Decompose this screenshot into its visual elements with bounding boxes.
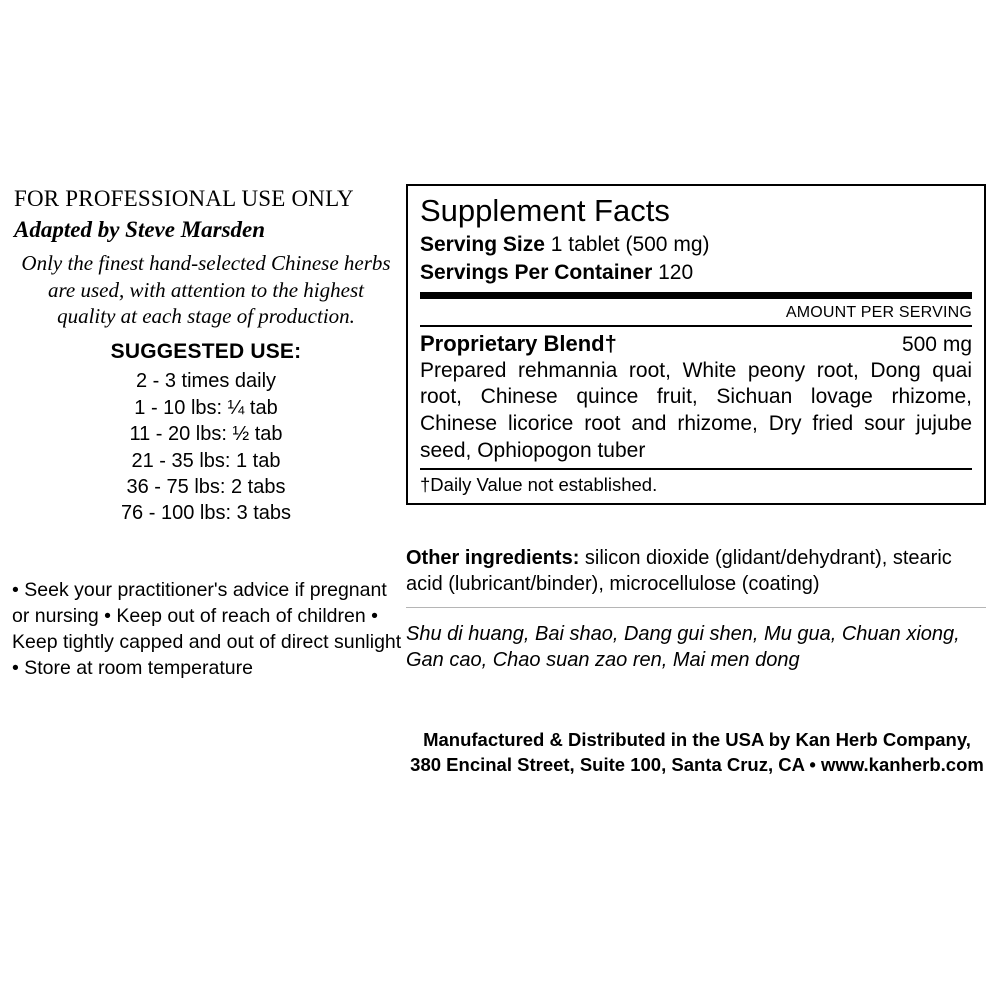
dosage-frequency: 2 - 3 times daily bbox=[135, 370, 277, 393]
proprietary-blend-amount: 500 mg bbox=[901, 332, 972, 356]
quality-statement: Only the finest hand-selected Chinese herbs are used, with attention to the highest quality at each stage of production. bbox=[21, 250, 391, 329]
proprietary-blend-row bbox=[420, 331, 972, 357]
daily-value-note: †Daily Value not established. bbox=[420, 474, 658, 496]
amount-per-serving-header: AMOUNT PER SERVING bbox=[785, 303, 972, 321]
serving-size-label: Serving Size bbox=[420, 232, 545, 256]
divider-grey bbox=[406, 607, 986, 608]
warnings-text: • Seek your practitioner's advice if pregnant or nursing • Keep out of reach of children • Keep tightly capped and out of direct sunlight • Store at room temperature bbox=[12, 579, 402, 679]
other-ingredients-block bbox=[406, 546, 988, 597]
pinyin-ingredient-names: Shu di huang, Bai shao, Dang gui shen, Mu gua, Chuan xiong, Gan cao, Chao suan zao ren, Mai men dong bbox=[406, 623, 960, 672]
dosage-row: 76 - 100 lbs: 3 tabs bbox=[120, 502, 292, 525]
dosage-row: 11 - 20 lbs: ½ tab bbox=[129, 423, 283, 446]
divider-medium-bottom bbox=[420, 468, 972, 470]
dosage-row: 1 - 10 lbs: ¼ tab bbox=[134, 396, 278, 419]
supplement-facts-panel bbox=[406, 184, 986, 505]
professional-use-heading: FOR PROFESSIONAL USE ONLY bbox=[14, 186, 354, 211]
adapted-by-line: Adapted by Steve Marsden bbox=[14, 217, 266, 243]
divider-thick-top bbox=[420, 292, 972, 299]
divider-medium bbox=[420, 325, 972, 327]
manufacturer-line-2: 380 Encinal Street, Suite 100, Santa Cruz, CA • www.kanherb.com bbox=[410, 753, 984, 775]
manufacturer-info bbox=[406, 728, 988, 778]
manufacturer-line-1: Manufactured & Distributed in the USA by Kan Herb Company, bbox=[423, 729, 971, 750]
suggested-use-heading: SUGGESTED USE: bbox=[110, 340, 302, 364]
blend-ingredients-list: Prepared rehmannia root, White peony root, Dong quai root, Chinese quince fruit, Sichuan lovage rhizome, Chinese licorice root and rhizome, Dry fried sour jujube seed, Ophiopogon tuber bbox=[420, 358, 972, 463]
dosage-row: 21 - 35 lbs: 1 tab bbox=[131, 449, 281, 472]
servings-per-container-row bbox=[420, 259, 972, 287]
serving-size-row bbox=[420, 231, 972, 259]
supplement-facts-title: Supplement Facts bbox=[420, 193, 670, 228]
serving-size-value: 1 tablet (500 mg) bbox=[550, 232, 710, 256]
other-ingredients-text: silicon dioxide (glidant/dehydrant), stearic acid (lubricant/binder), microcellulose (coating) bbox=[406, 547, 952, 595]
servings-per-container-label: Servings Per Container bbox=[420, 260, 653, 284]
other-ingredients-label: Other ingredients: bbox=[406, 547, 580, 569]
dosage-row: 36 - 75 lbs: 2 tabs bbox=[126, 475, 286, 498]
servings-per-container-value: 120 bbox=[658, 260, 694, 284]
left-information-column bbox=[14, 186, 398, 527]
proprietary-blend-label: Proprietary Blend† bbox=[420, 330, 617, 356]
